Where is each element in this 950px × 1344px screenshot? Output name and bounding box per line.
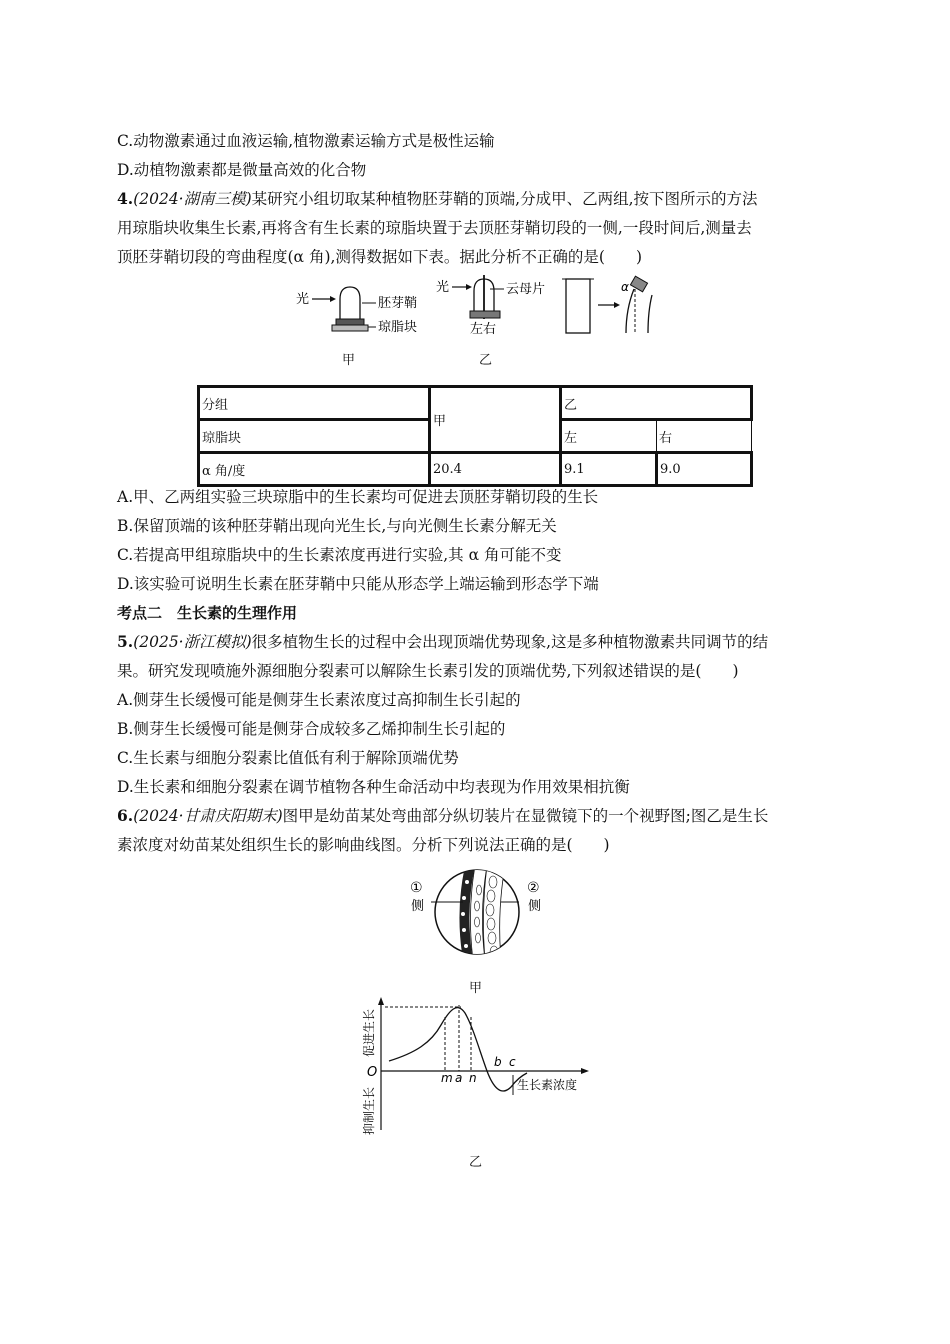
auxin-curve-svg bbox=[355, 995, 600, 1140]
side2-text: 侧 bbox=[528, 899, 542, 914]
segment-straight bbox=[566, 279, 590, 333]
yi-mica-label: 云母片 bbox=[506, 282, 546, 297]
table-value-right: 9.0 bbox=[657, 453, 752, 486]
label-m: m bbox=[441, 1071, 453, 1085]
yi-light-label: 光 bbox=[436, 280, 450, 295]
label-c: c bbox=[509, 1055, 516, 1069]
table-row bbox=[199, 453, 752, 486]
tissue-section bbox=[459, 866, 505, 960]
q4-caption-jia: 甲 bbox=[342, 353, 356, 368]
yi-left-right-label: 左右 bbox=[470, 322, 497, 337]
q4-stem-text1: 某研究小组切取某种植物胚芽鞘的顶端,分成甲、乙两组,按下图所示的方法 bbox=[251, 190, 758, 208]
jia-block-label: 琼脂块 bbox=[378, 320, 418, 335]
table-header-yi: 乙 bbox=[561, 387, 752, 420]
jia-coleoptile bbox=[340, 287, 360, 319]
q4-stem-line2: 用琼脂块收集生长素,再将含有生长素的琼脂块置于去顶胚芽鞘切段的一侧,一段时间后,测量去 bbox=[117, 219, 752, 237]
segment-agar-block bbox=[630, 276, 647, 292]
label-b: b bbox=[494, 1055, 502, 1069]
jia-agar-block bbox=[336, 319, 364, 325]
table-value-jia: 20.4 bbox=[430, 453, 561, 486]
table-header-block: 琼脂块 bbox=[199, 420, 430, 453]
q4-data-table bbox=[197, 385, 753, 487]
q5-option-a: A.侧芽生长缓慢可能是侧芽生长素浓度过高抑制生长引起的 bbox=[117, 691, 521, 709]
y-down-label: 抑制生长 bbox=[362, 1086, 376, 1135]
table-header-group: 分组 bbox=[199, 387, 430, 420]
segment-bent-right bbox=[648, 295, 652, 333]
jia-arrow-head bbox=[330, 296, 336, 302]
table-row bbox=[199, 387, 752, 420]
q4-number: 4. bbox=[117, 189, 134, 208]
q6-caption-yi: 乙 bbox=[469, 1155, 483, 1170]
q6-stem-line1 bbox=[117, 805, 768, 827]
table-value-left: 9.1 bbox=[561, 453, 657, 486]
q5-stem-line1 bbox=[117, 631, 768, 653]
q5-source: (2025·浙江模拟) bbox=[133, 633, 252, 651]
q4-option-c: C.若提高甲组琼脂块中的生长素浓度再进行实验,其 α 角可能不变 bbox=[117, 546, 562, 564]
q5-number: 5. bbox=[117, 632, 134, 651]
jia-sheath-label: 胚芽鞘 bbox=[378, 296, 418, 311]
q5-stem-line2: 果。研究发现喷施外源细胞分裂素可以解除生长素引发的顶端优势,下列叙述错误的是( ) bbox=[117, 662, 739, 680]
q6-source: (2024·甘肃庆阳期末) bbox=[133, 807, 283, 825]
side2-number: ② bbox=[527, 880, 540, 896]
q4-source: (2024·湖南三模) bbox=[133, 190, 252, 208]
microscope-view-svg bbox=[405, 862, 555, 972]
q6-stem-line2: 素浓度对幼苗某处组织生长的影响曲线图。分析下列说法正确的是( ) bbox=[117, 836, 610, 854]
table-header-right: 右 bbox=[657, 420, 752, 453]
segment-arrow-head bbox=[614, 302, 620, 308]
y-axis-arrow bbox=[378, 997, 384, 1005]
x-axis-label: 生长素浓度 bbox=[517, 1078, 578, 1092]
side1-text: 侧 bbox=[411, 899, 425, 914]
alpha-label: α bbox=[621, 280, 629, 294]
table-header-angle: α 角/度 bbox=[199, 453, 430, 486]
q6-stem-text1: 图甲是幼苗某处弯曲部分纵切装片在显微镜下的一个视野图;图乙是生长 bbox=[282, 807, 769, 825]
section-heading: 考点二 生长素的生理作用 bbox=[117, 604, 298, 622]
q6-figure-jia bbox=[405, 862, 555, 976]
y-up-label: 促进生长 bbox=[362, 1008, 376, 1057]
table-header-left: 左 bbox=[561, 420, 657, 453]
label-a: a bbox=[455, 1071, 463, 1085]
q5-option-d: D.生长素和细胞分裂素在调节植物各种生命活动中均表现为作用效果相抗衡 bbox=[117, 778, 630, 796]
jia-light-label: 光 bbox=[296, 292, 310, 307]
q5-stem-text1: 很多植物生长的过程中会出现顶端优势现象,这是多种植物激素共同调节的结 bbox=[251, 633, 769, 651]
q6-figure-yi bbox=[355, 995, 600, 1144]
q5-option-b: B.侧芽生长缓慢可能是侧芽合成较多乙烯抑制生长引起的 bbox=[117, 720, 506, 738]
q3-option-c: C.动物激素通过血液运输,植物激素运输方式是极性运输 bbox=[117, 132, 495, 150]
yi-arrow-head bbox=[466, 284, 472, 290]
yi-agar-blocks bbox=[470, 311, 500, 318]
jia-base bbox=[332, 325, 368, 331]
segment-bent-left bbox=[626, 289, 634, 333]
q4-option-d: D.该实验可说明生长素在胚芽鞘中只能从形态学上端运输到形态学下端 bbox=[117, 575, 599, 593]
q5-option-c: C.生长素与细胞分裂素比值低有利于解除顶端优势 bbox=[117, 749, 459, 767]
q6-caption-jia: 甲 bbox=[469, 981, 483, 996]
label-n: n bbox=[469, 1071, 477, 1085]
q4-option-b: B.保留顶端的该种胚芽鞘出现向光生长,与向光侧生长素分解无关 bbox=[117, 517, 557, 535]
origin-label: O bbox=[367, 1065, 378, 1080]
side1-number: ① bbox=[410, 880, 423, 896]
q3-option-d: D.动植物激素都是微量高效的化合物 bbox=[117, 161, 367, 179]
q4-caption-yi: 乙 bbox=[479, 353, 493, 368]
table-header-jia: 甲 bbox=[430, 387, 561, 453]
q4-stem-line3: 顶胚芽鞘切段的弯曲程度(α 角),测得数据如下表。据此分析不正确的是( ) bbox=[117, 248, 643, 266]
q4-stem-line1 bbox=[117, 188, 758, 210]
q6-number: 6. bbox=[117, 806, 134, 825]
x-axis-arrow bbox=[581, 1068, 589, 1074]
q4-option-a: A.甲、乙两组实验三块琼脂中的生长素均可促进去顶胚芽鞘切段的生长 bbox=[117, 488, 599, 506]
